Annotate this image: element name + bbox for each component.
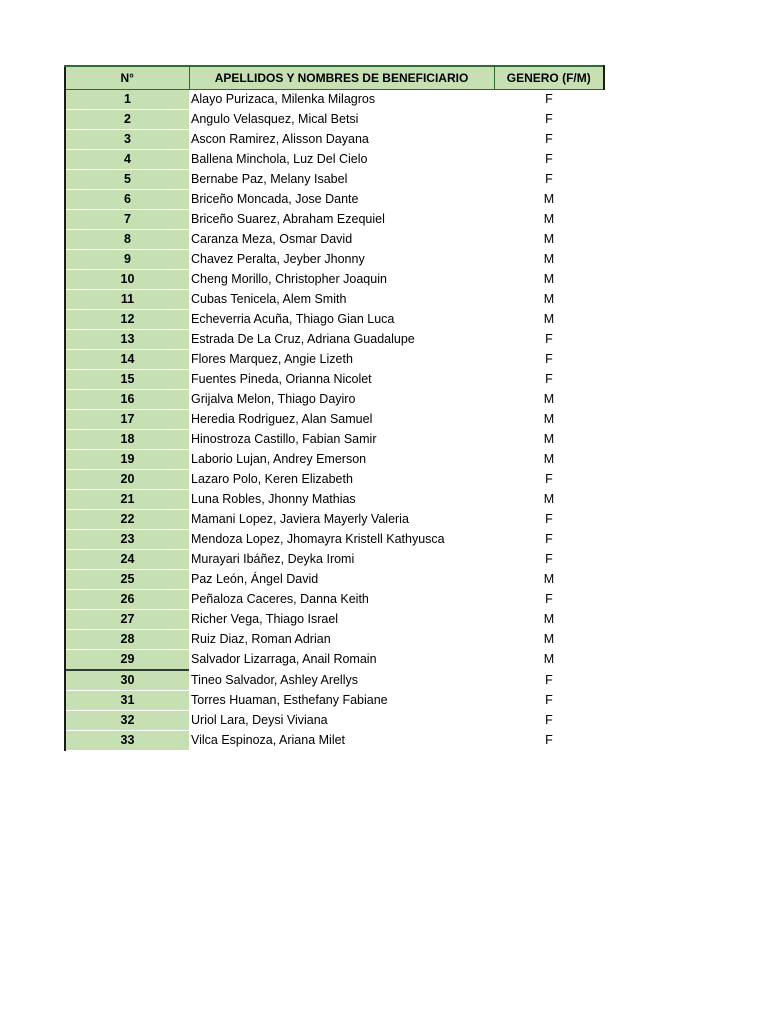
table-row (65, 711, 604, 731)
table-row (65, 430, 604, 450)
gender-cell: M (543, 192, 555, 206)
gender-cell: F (545, 713, 553, 727)
beneficiary-name: Bernabe Paz, Melany Isabel (191, 172, 348, 186)
row-number: 10 (65, 270, 189, 290)
beneficiary-name: Vilca Espinoza, Ariana Milet (191, 733, 346, 747)
row-number: 20 (65, 470, 189, 490)
table-row (65, 210, 604, 230)
row-number: 18 (65, 430, 189, 450)
beneficiary-name: Caranza Meza, Osmar David (191, 232, 353, 246)
beneficiary-name: Tineo Salvador, Ashley Arellys (191, 672, 358, 687)
row-number: 4 (65, 150, 189, 170)
table-row (65, 330, 604, 350)
gender-cell: M (543, 312, 555, 326)
row-number: 2 (65, 110, 189, 130)
table-row (65, 110, 604, 130)
table-body (65, 90, 604, 751)
row-number: 6 (65, 190, 189, 210)
table-row (65, 410, 604, 430)
row-number: 31 (65, 691, 189, 711)
table-row (65, 470, 604, 490)
gender-cell: M (543, 412, 555, 426)
table-row (65, 590, 604, 610)
gender-cell: M (543, 272, 555, 286)
row-number: 27 (65, 610, 189, 630)
gender-cell: F (545, 352, 553, 366)
table-row (65, 490, 604, 510)
gender-cell: M (543, 212, 555, 226)
beneficiary-name: Chavez Peralta, Jeyber Jhonny (191, 252, 365, 266)
beneficiary-name: Luna Robles, Jhonny Mathias (191, 492, 356, 506)
header-row (65, 66, 604, 90)
gender-cell: F (545, 472, 553, 486)
beneficiary-name: Salvador Lizarraga, Anail Romain (191, 652, 377, 667)
beneficiary-name: Torres Huaman, Esthefany Fabiane (191, 693, 388, 707)
row-number: 22 (65, 510, 189, 530)
gender-cell: F (545, 552, 553, 566)
row-number: 14 (65, 350, 189, 370)
table-row (65, 731, 604, 751)
beneficiary-name: Flores Marquez, Angie Lizeth (191, 352, 353, 366)
row-number: 32 (65, 711, 189, 731)
beneficiary-name: Cheng Morillo, Christopher Joaquin (191, 272, 387, 286)
gender-cell: M (543, 572, 555, 586)
beneficiary-name: Briceño Moncada, Jose Dante (191, 192, 359, 206)
table-row (65, 230, 604, 250)
gender-cell: M (543, 252, 555, 266)
table-row (65, 290, 604, 310)
beneficiary-name: Paz León, Ángel David (191, 572, 319, 586)
gender-cell: F (545, 693, 553, 707)
row-number: 28 (65, 630, 189, 650)
table-row (65, 90, 604, 110)
table-row (65, 650, 604, 671)
beneficiary-name: Angulo Velasquez, Mical Betsi (191, 112, 359, 126)
beneficiary-name: Echeverria Acuña, Thiago Gian Luca (191, 312, 395, 326)
table-row (65, 550, 604, 570)
table-row (65, 370, 604, 390)
table-row (65, 630, 604, 650)
gender-cell: F (545, 172, 553, 186)
header-number: N° (65, 66, 189, 90)
table-row (65, 170, 604, 190)
row-number: 11 (65, 290, 189, 310)
table-row (65, 450, 604, 470)
beneficiary-name: Hinostroza Castillo, Fabian Samir (191, 432, 377, 446)
table-row (65, 691, 604, 711)
beneficiary-name: Peñaloza Caceres, Danna Keith (191, 592, 369, 606)
table-row (65, 250, 604, 270)
row-number: 29 (65, 650, 189, 671)
row-number: 13 (65, 330, 189, 350)
gender-cell: M (543, 232, 555, 246)
gender-cell: M (543, 632, 555, 646)
row-number: 15 (65, 370, 189, 390)
beneficiary-table (64, 65, 605, 751)
table-row (65, 570, 604, 590)
table-row (65, 270, 604, 290)
gender-cell: M (543, 492, 555, 506)
row-number: 30 (65, 670, 189, 691)
gender-cell: F (545, 112, 553, 126)
row-number: 26 (65, 590, 189, 610)
row-number: 33 (65, 731, 189, 751)
row-number: 1 (65, 90, 189, 110)
beneficiary-name: Richer Vega, Thiago Israel (191, 612, 339, 626)
beneficiary-name: Murayari Ibáñez, Deyka Iromi (191, 552, 355, 566)
gender-cell: F (545, 332, 553, 346)
gender-cell: F (545, 733, 553, 747)
beneficiary-name: Ballena Minchola, Luz Del Cielo (191, 152, 368, 166)
beneficiary-name: Laborio Lujan, Andrey Emerson (191, 452, 367, 466)
beneficiary-name: Ascon Ramirez, Alisson Dayana (191, 132, 369, 146)
beneficiary-name: Alayo Purizaca, Milenka Milagros (191, 92, 376, 107)
row-number: 24 (65, 550, 189, 570)
gender-cell: F (545, 152, 553, 166)
row-number: 16 (65, 390, 189, 410)
beneficiary-name: Ruiz Diaz, Roman Adrian (191, 632, 331, 646)
beneficiary-name: Heredia Rodriguez, Alan Samuel (191, 412, 373, 426)
beneficiary-name: Briceño Suarez, Abraham Ezequiel (191, 212, 385, 226)
table-row (65, 610, 604, 630)
gender-cell: M (543, 292, 555, 306)
row-number: 17 (65, 410, 189, 430)
header-name: APELLIDOS Y NOMBRES DE BENEFICIARIO (189, 66, 494, 90)
gender-cell: F (545, 132, 553, 146)
table-row (65, 390, 604, 410)
gender-cell: F (545, 372, 553, 386)
row-number: 21 (65, 490, 189, 510)
table-row (65, 510, 604, 530)
gender-cell: F (545, 532, 553, 546)
table-row (65, 190, 604, 210)
header-gender: GENERO (F/M) (494, 66, 604, 90)
gender-cell: M (543, 452, 555, 466)
row-number: 9 (65, 250, 189, 270)
row-number: 8 (65, 230, 189, 250)
beneficiary-name: Lazaro Polo, Keren Elizabeth (191, 472, 353, 486)
gender-cell: M (543, 612, 555, 626)
table-row (65, 150, 604, 170)
row-number: 19 (65, 450, 189, 470)
beneficiary-name: Estrada De La Cruz, Adriana Guadalupe (191, 332, 415, 346)
beneficiary-name: Mamani Lopez, Javiera Mayerly Valeria (191, 512, 409, 526)
gender-cell: F (545, 592, 553, 606)
beneficiary-name: Grijalva Melon, Thiago Dayiro (191, 392, 356, 406)
beneficiary-name: Cubas Tenicela, Alem Smith (191, 292, 347, 306)
row-number: 12 (65, 310, 189, 330)
row-number: 23 (65, 530, 189, 550)
row-number: 25 (65, 570, 189, 590)
gender-cell: M (543, 392, 555, 406)
gender-cell: F (545, 92, 553, 107)
table-row (65, 670, 604, 691)
gender-cell: F (545, 672, 553, 687)
gender-cell: M (543, 652, 555, 667)
row-number: 3 (65, 130, 189, 150)
beneficiary-name: Uriol Lara, Deysi Viviana (191, 713, 328, 727)
gender-cell: M (543, 432, 555, 446)
table-row (65, 530, 604, 550)
gender-cell: F (545, 512, 553, 526)
table-row (65, 310, 604, 330)
table-row (65, 130, 604, 150)
beneficiary-name: Fuentes Pineda, Orianna Nicolet (191, 372, 372, 386)
table-row (65, 350, 604, 370)
beneficiary-name: Mendoza Lopez, Jhomayra Kristell Kathyusca (191, 532, 445, 546)
row-number: 7 (65, 210, 189, 230)
row-number: 5 (65, 170, 189, 190)
